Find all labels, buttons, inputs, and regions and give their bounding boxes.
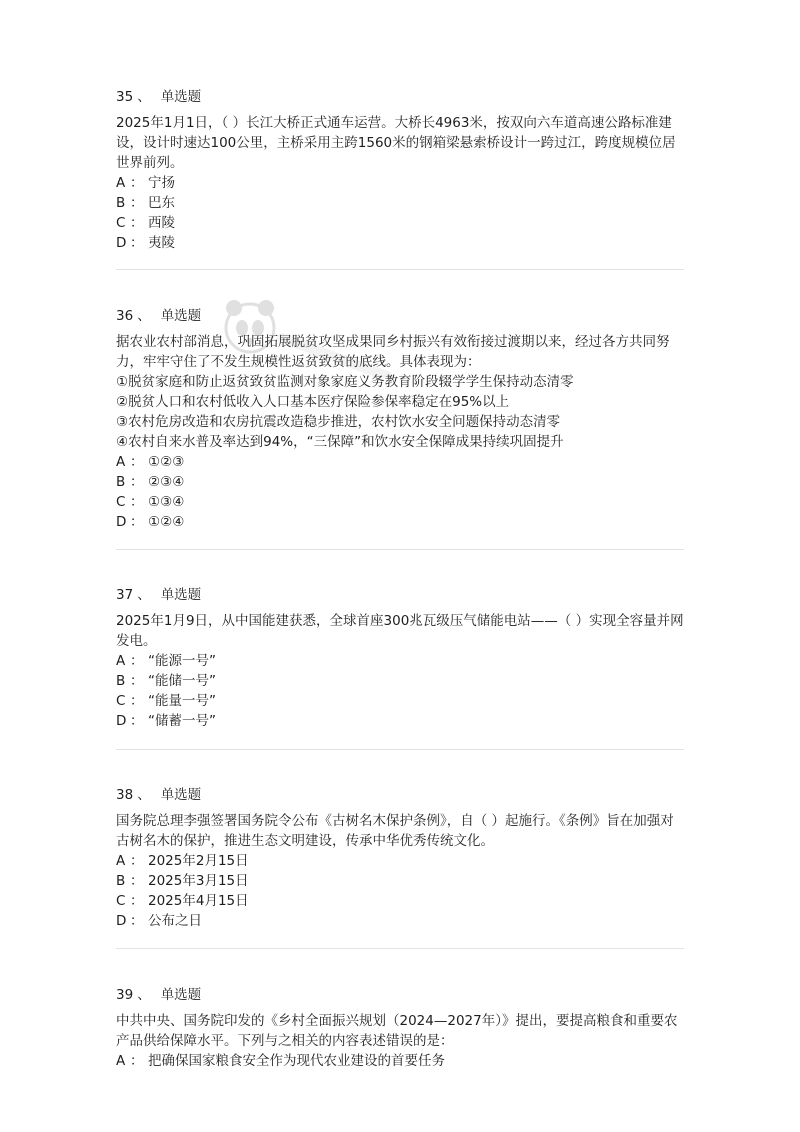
option-key: B xyxy=(116,673,126,689)
question-type: 单选题 xyxy=(160,308,202,324)
option-text: 公布之日 xyxy=(148,913,202,929)
statement-4: ④农村自来水普及率达到94%，“三保障”和饮水安全保障成果持续巩固提升 xyxy=(116,434,564,450)
option-text: 巴东 xyxy=(148,195,175,211)
option-key: C xyxy=(116,693,126,709)
number-separator: 、 xyxy=(137,89,151,105)
option-b[interactable]: B ： 2025年3月15日 xyxy=(116,873,249,889)
question-header xyxy=(116,985,686,1005)
option-key: A xyxy=(116,653,126,669)
option-text: 宁扬 xyxy=(148,175,175,191)
divider xyxy=(116,948,684,949)
divider xyxy=(116,749,684,750)
question-stem: 2025年1月9日，从中国能建获悉，全球首座300兆瓦级压气储能电站——（ ）实现全容量并网发电。 xyxy=(116,613,684,649)
question-36 xyxy=(116,306,686,532)
question-39 xyxy=(116,985,686,1071)
option-key: C xyxy=(116,215,126,231)
statement-2: ②脱贫人口和农村低收入人口基本医疗保险参保率稳定在95%以上 xyxy=(116,394,510,410)
option-c[interactable]: C ： “能量一号” xyxy=(116,693,216,709)
option-text: ①③④ xyxy=(148,494,185,510)
divider xyxy=(116,549,684,550)
option-text: “能源一号” xyxy=(148,653,216,669)
question-number: 35 xyxy=(116,89,134,105)
question-stem: 国务院总理李强签署国务院令公布《古树名木保护条例》，自（ ）起施行。《条例》旨在加强对古树名木的保护，推进生态文明建设，传承中华优秀传统文化。 xyxy=(116,813,674,849)
question-body xyxy=(116,1011,686,1071)
option-key: C xyxy=(116,494,126,510)
option-key: A xyxy=(116,1053,126,1069)
option-key: D xyxy=(116,235,127,251)
divider xyxy=(116,269,684,270)
option-d[interactable]: D ： ①②④ xyxy=(116,514,185,530)
option-key: A xyxy=(116,853,126,869)
question-header xyxy=(116,585,686,605)
option-key: A xyxy=(116,454,126,470)
option-text: ①②④ xyxy=(148,514,185,530)
option-text: 2025年3月15日 xyxy=(148,873,249,889)
option-key: D xyxy=(116,514,127,530)
question-type: 单选题 xyxy=(160,987,202,1003)
option-text: 西陵 xyxy=(148,215,175,231)
option-a[interactable]: A ： 2025年2月15日 xyxy=(116,853,249,869)
option-a[interactable]: A ： 宁扬 xyxy=(116,175,175,191)
question-38 xyxy=(116,785,686,931)
option-text: 夷陵 xyxy=(148,235,175,251)
question-number: 39 xyxy=(116,987,134,1003)
option-d[interactable]: D ： 夷陵 xyxy=(116,235,175,251)
number-separator: 、 xyxy=(137,587,151,603)
option-d[interactable]: D ： 公布之日 xyxy=(116,913,202,929)
option-c[interactable]: C ： 西陵 xyxy=(116,215,175,231)
option-key: B xyxy=(116,474,126,490)
option-key: A xyxy=(116,175,126,191)
option-text: 2025年2月15日 xyxy=(148,853,249,869)
number-separator: 、 xyxy=(137,787,151,803)
question-header xyxy=(116,306,686,326)
question-stem: 2025年1月1日，（ ）长江大桥正式通车运营。大桥长4963米，按双向六车道高速公路标准建设，设计时速达100公里，主桥采用主跨1560米的钢箱梁悬索桥设计一跨过江，跨度规模位居世界前列。 xyxy=(116,115,676,171)
question-type: 单选题 xyxy=(160,587,202,603)
option-text: “储蓄一号” xyxy=(148,713,216,729)
statement-1: ①脱贫家庭和防止返贫致贫监测对象家庭义务教育阶段辍学学生保持动态清零 xyxy=(116,374,574,390)
option-key: C xyxy=(116,893,126,909)
number-separator: 、 xyxy=(137,308,151,324)
option-text: 2025年4月15日 xyxy=(148,893,249,909)
option-text: “能量一号” xyxy=(148,693,216,709)
option-c[interactable]: C ： 2025年4月15日 xyxy=(116,893,249,909)
question-body xyxy=(116,332,686,532)
option-text: ①②③ xyxy=(148,454,185,470)
option-d[interactable]: D ： “储蓄一号” xyxy=(116,713,216,729)
question-header xyxy=(116,87,686,107)
option-text: 把确保国家粮食安全作为现代农业建设的首要任务 xyxy=(148,1053,445,1069)
option-a[interactable]: A ： ①②③ xyxy=(116,454,185,470)
option-b[interactable]: B ： 巴东 xyxy=(116,195,175,211)
option-text: “能储一号” xyxy=(148,673,216,689)
option-b[interactable]: B ： ②③④ xyxy=(116,474,185,490)
option-key: B xyxy=(116,195,126,211)
option-key: D xyxy=(116,913,127,929)
question-body xyxy=(116,113,686,253)
question-body xyxy=(116,811,686,931)
question-number: 36 xyxy=(116,308,134,324)
option-b[interactable]: B ： “能储一号” xyxy=(116,673,216,689)
option-key: D xyxy=(116,713,127,729)
option-key: B xyxy=(116,873,126,889)
question-number: 38 xyxy=(116,787,134,803)
question-number: 37 xyxy=(116,587,134,603)
option-a[interactable]: A ： “能源一号” xyxy=(116,653,216,669)
number-separator: 、 xyxy=(137,987,151,1003)
option-text: ②③④ xyxy=(148,474,185,490)
option-a[interactable]: A ： 把确保国家粮食安全作为现代农业建设的首要任务 xyxy=(116,1053,445,1069)
question-35 xyxy=(116,87,686,253)
question-stem: 中共中央、国务院印发的《乡村全面振兴规划（2024—2027年）》提出，要提高粮食和重要农产品供给保障水平。下列与之相关的内容表述错误的是： xyxy=(116,1013,678,1049)
question-type: 单选题 xyxy=(160,89,202,105)
option-c[interactable]: C ： ①③④ xyxy=(116,494,185,510)
question-stem: 据农业农村部消息，巩固拓展脱贫攻坚成果同乡村振兴有效衔接过渡期以来，经过各方共同努力，牢牢守住了不发生规模性返贫致贫的底线。具体表现为： xyxy=(116,334,670,370)
question-37 xyxy=(116,585,686,731)
question-body xyxy=(116,611,686,731)
question-header xyxy=(116,785,686,805)
statement-3: ③农村危房改造和农房抗震改造稳步推进，农村饮水安全问题保持动态清零 xyxy=(116,414,561,430)
question-type: 单选题 xyxy=(160,787,202,803)
